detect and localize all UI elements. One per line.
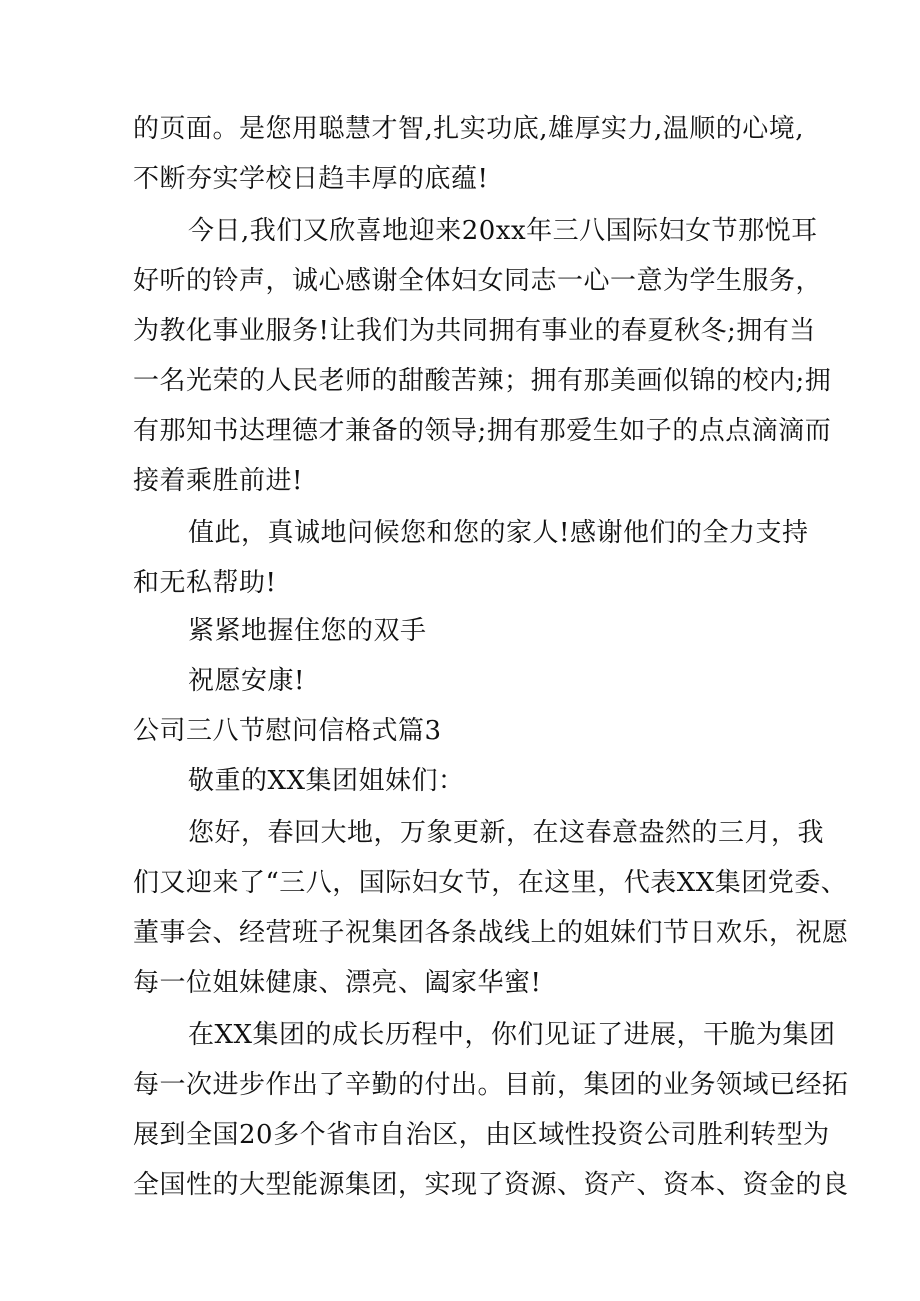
paragraph-line: 每一位姐妹健康、漂亮、阖家华蜜! <box>133 968 542 998</box>
closing-line: 紧紧地握住您的双手 <box>188 616 427 646</box>
paragraph-line: 有那知书达理德才兼备的领导;拥有那爱生如子的点点滴滴而 <box>133 416 832 446</box>
paragraph-line: 董事会、经营班子祝集团各条战线上的姐妹们节日欢乐，祝愿 <box>133 918 849 948</box>
paragraph-line: 的页面。是您用聪慧才智,扎实功底,雄厚实力,温顺的心境, <box>133 114 805 144</box>
paragraph-line: 今日,我们又欣喜地迎来20xx年三八国际妇女节那悦耳 <box>188 216 818 246</box>
paragraph-line: 在XX集团的成长历程中，你们见证了进展，干脆为集团 <box>188 1020 836 1050</box>
paragraph-line: 展到全国20多个省市自治区，由区域性投资公司胜利转型为 <box>133 1120 830 1150</box>
paragraph-line: 全国性的大型能源集团，实现了资源、资产、资本、资金的良 <box>133 1170 849 1200</box>
paragraph-line: 每一次进步作出了辛勤的付出。目前，集团的业务领域已经拓 <box>133 1070 849 1100</box>
paragraph-line: 值此，真诚地问候您和您的家人!感谢他们的全力支持 <box>188 518 809 548</box>
paragraph-line: 们又迎来了“三八，国际妇女节，在这里，代表XX集团党委、 <box>133 868 848 898</box>
paragraph-line: 和无私帮助! <box>133 568 277 598</box>
paragraph-line: 好听的铃声，诚心感谢全体妇女同志一心一意为学生服务， <box>133 266 823 296</box>
paragraph-line: 您好，春回大地，万象更新，在这春意盎然的三月，我 <box>188 818 825 848</box>
paragraph-line: 一名光荣的人民老师的甜酸苦辣；拥有那美画似锦的校内;拥 <box>133 366 832 396</box>
section-heading: 公司三八节慰问信格式篇3 <box>133 716 442 746</box>
paragraph-line: 为教化事业服务!让我们为共同拥有事业的春夏秋冬;拥有当 <box>133 316 816 346</box>
closing-line: 祝愿安康! <box>188 666 305 696</box>
salutation-line: 敬重的XX集团姐妹们： <box>188 766 465 796</box>
paragraph-line: 不断夯实学校日趋丰厚的底蕴! <box>133 164 489 194</box>
paragraph-line: 接着乘胜前进! <box>133 466 303 496</box>
